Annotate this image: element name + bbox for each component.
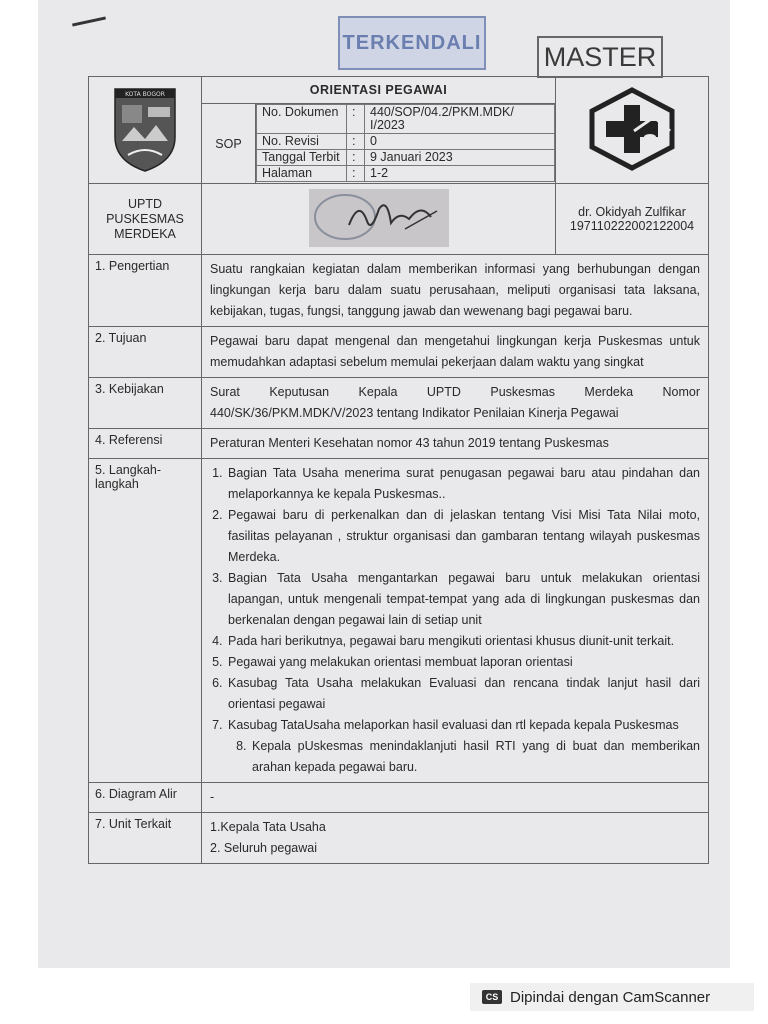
step-item: 6. Kasubag Tata Usaha melakukan Evaluasi dan rencana tindak lanjut hasil dari orientasi pegawai: [226, 673, 700, 715]
meta-table: [256, 104, 555, 182]
step-item: 4. Pada hari berikutnya, pegawai baru mengikuti orientasi khusus diunit-unit terkait.: [226, 631, 700, 652]
section-label: 1. Pengertian: [89, 255, 202, 327]
document-title: ORIENTASI PEGAWAI: [202, 77, 556, 104]
meta-sep: :: [347, 166, 365, 182]
steps-cell: [202, 459, 709, 783]
section-unit-terkait: [89, 813, 709, 864]
meta-value: 440/SOP/04.2/PKM.MDK/ I/2023: [365, 105, 555, 134]
meta-label: Halaman: [257, 166, 347, 182]
section-label: 6. Diagram Alir: [89, 783, 202, 813]
camscanner-text: Dipindai dengan CamScanner: [510, 988, 711, 1006]
section-langkah: [89, 459, 709, 783]
meta-label: No. Dokumen: [257, 105, 347, 134]
section-pengertian: [89, 255, 709, 327]
step-item: 8. Kepala pUskesmas menindaklanjuti hasil RTI yang di buat dan memberikan arahan kepada pegawai baru.: [250, 736, 700, 778]
section-diagram: [89, 783, 709, 813]
section-label: 5. Langkah-langkah: [89, 459, 202, 783]
master-stamp: [537, 36, 663, 78]
step-item: 7. Kasubag TataUsaha melaporkan hasil evaluasi dan rtl kepada kepala Puskesmas: [226, 715, 700, 736]
meta-value: 1-2: [365, 166, 555, 182]
section-text: Pegawai baru dapat mengenal dan mengetahui lingkungan kerja Puskesmas untuk memudahkan adaptasi sebelum memulai pekerjaan dalam waktu yang singkat: [202, 327, 709, 378]
puskesmas-logo-icon: [584, 87, 680, 171]
unit-name: UPTD PUSKESMAS MERDEKA: [89, 184, 202, 255]
meta-value: 9 Januari 2023: [365, 150, 555, 166]
terkendali-stamp-text: TERKENDALI: [342, 31, 482, 54]
sop-label: SOP: [202, 104, 256, 184]
step-item: 1. Bagian Tata Usaha menerima surat penugasan pegawai baru atau pindahan dan melaporkannya ke kepala Puskesmas..: [226, 463, 700, 505]
unit-item: 1.Kepala Tata Usaha: [210, 820, 326, 834]
step-item: 2. Pegawai baru di perkenalkan dan di jelaskan tentang Visi Misi Tata Nilai moto, fasilitas pelayanan , struktur organisasi dan gambaran tentang wilayah puskesmas Merdeka.: [226, 505, 700, 568]
section-label: 7. Unit Terkait: [89, 813, 202, 864]
meta-value: 0: [365, 134, 555, 150]
steps-list: [210, 463, 700, 778]
section-text: Suatu rangkaian kegiatan dalam memberikan informasi yang berhubungan dengan lingkungan kerja baru dalam suatu perusahaan, meliputi organisasi tata laksana, kebijakan, tugas, fungsi, tanggung jawab dan wewenang bagi pegawai baru.: [202, 255, 709, 327]
step-item: 3. Bagian Tata Usaha mengantarkan pegawai baru untuk melakukan orientasi lapangan, untuk mengenali tempat-tempat yang ada di lingkungan puskesmas dan berkenalan dengan pegawai lain di setiap unit: [226, 568, 700, 631]
meta-sep: :: [347, 150, 365, 166]
kota-bogor-logo-icon: [110, 85, 180, 173]
step-item: 5. Pegawai yang melakukan orientasi membuat laporan orientasi: [226, 652, 700, 673]
section-text: -: [202, 783, 709, 813]
section-kebijakan: [89, 378, 709, 429]
meta-row: [257, 134, 555, 150]
section-text: Surat Keputusan Kepala UPTD Puskesmas Merdeka Nomor 440/SK/36/PKM.MDK/V/2023 tentang Indikator Penilaian Kinerja Pegawai: [202, 378, 709, 429]
section-referensi: [89, 429, 709, 459]
head-nip: 197110222002122004: [569, 219, 695, 233]
meta-label: Tanggal Terbit: [257, 150, 347, 166]
terkendali-stamp: [338, 16, 486, 70]
section-label: 2. Tujuan: [89, 327, 202, 378]
kota-bogor-logo-cell: [89, 77, 202, 184]
meta-sep: :: [347, 105, 365, 134]
camscanner-footer: [470, 983, 754, 1011]
document-meta: [256, 104, 556, 184]
head-name: dr. Okidyah Zulfikar: [578, 205, 686, 219]
signature-cell: [202, 184, 556, 255]
meta-row: [257, 105, 555, 134]
section-label: 4. Referensi: [89, 429, 202, 459]
unit-item: 2. Seluruh pegawai: [210, 841, 318, 855]
sop-table: [88, 76, 709, 864]
logo-label: KOTA BOGOR: [125, 90, 165, 98]
signature-stamp-icon: [309, 189, 449, 247]
camscanner-icon: CS: [482, 990, 502, 1004]
puskesmas-logo-cell: [556, 77, 709, 184]
meta-sep: :: [347, 134, 365, 150]
meta-label: No. Revisi: [257, 134, 347, 150]
unit-list-cell: [202, 813, 709, 864]
head-of-puskesmas: [556, 184, 709, 255]
meta-row: [257, 166, 555, 182]
section-text: Peraturan Menteri Kesehatan nomor 43 tahun 2019 tentang Puskesmas: [202, 429, 709, 459]
section-label: 3. Kebijakan: [89, 378, 202, 429]
master-stamp-text: MASTER: [543, 41, 657, 72]
meta-row: [257, 150, 555, 166]
section-tujuan: [89, 327, 709, 378]
